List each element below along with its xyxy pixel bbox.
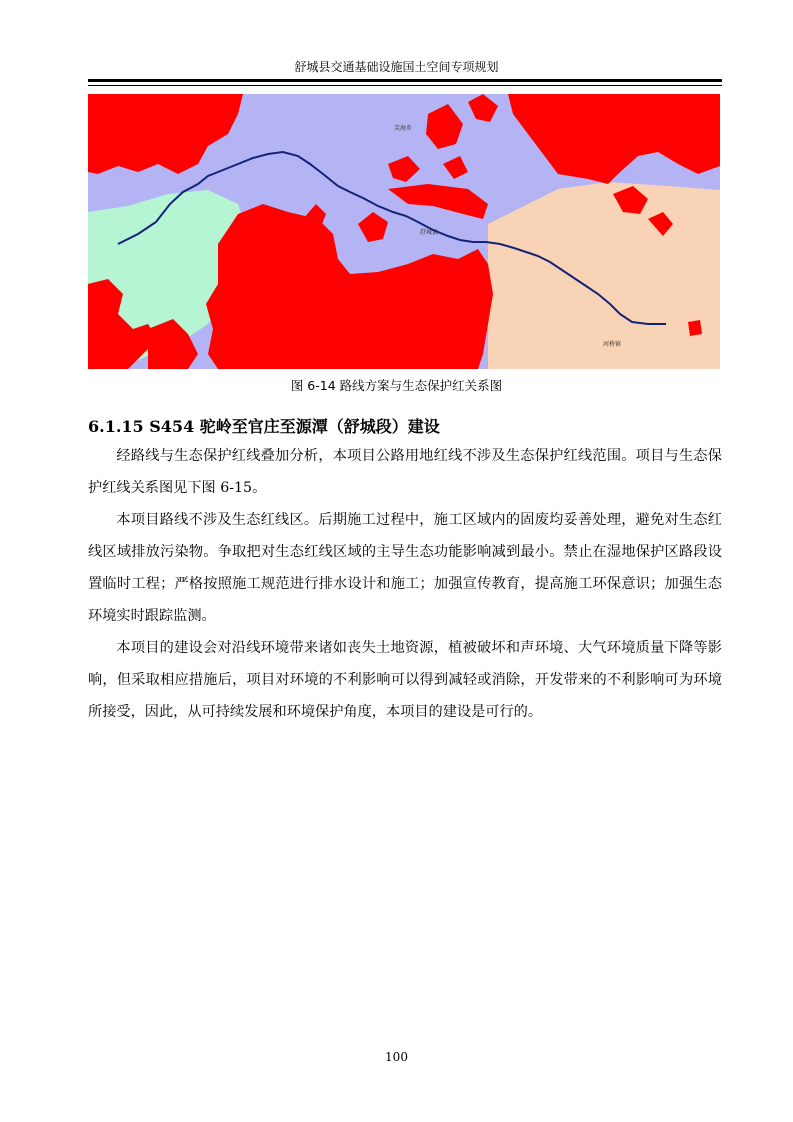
paragraph-1: 经路线与生态保护红线叠加分析，本项目公路用地红线不涉及生态保护红线范围。项目与生态保护红线关系图见下图 6-15。 bbox=[88, 448, 722, 496]
paragraph-3: 本项目的建设会对沿线环境带来诸如丧失土地资源，植被破坏和声环境、大气环境质量下降等影响，但采取相应措施后，项目对环境的不利影响可以得到减轻或消除，开发带来的不利影响可为环境所接受，因此，从可持续发展和环境保护角度，本项目的建设是可行的。 bbox=[88, 640, 722, 720]
map-label-heqiao: 河桥镇 bbox=[603, 341, 622, 348]
header-rule-thin bbox=[88, 85, 722, 86]
figure-caption: 图 6-14 路线方案与生态保护红关系图 bbox=[290, 378, 503, 393]
section-heading: 6.1.15 S454 驼岭至官庄至源潭（舒城段）建设 bbox=[88, 417, 440, 436]
paragraph-2: 本项目路线不涉及生态红线区。后期施工过程中，施工区域内的固废均妥善处理，避免对生态红线区域排放污染物。争取把对生态红线区域的主导生态功能影响减到最小。禁止在湿地保护区路段设置临时工程；严格按照施工规范进行排水设计和施工；加强宣传教育，提高施工环保意识；加强生态环境实时跟踪监测。 bbox=[88, 512, 722, 624]
map-label-fuhai: 芙海乡 bbox=[394, 125, 413, 132]
page-number: 100 bbox=[385, 1050, 408, 1064]
map-label-shucheng: 舒城县 bbox=[420, 229, 439, 236]
route-eco-redline-map bbox=[88, 94, 720, 369]
running-header: 舒城县交通基础设施国土空间专项规划 bbox=[294, 60, 499, 74]
header-rule-thick bbox=[88, 79, 722, 82]
